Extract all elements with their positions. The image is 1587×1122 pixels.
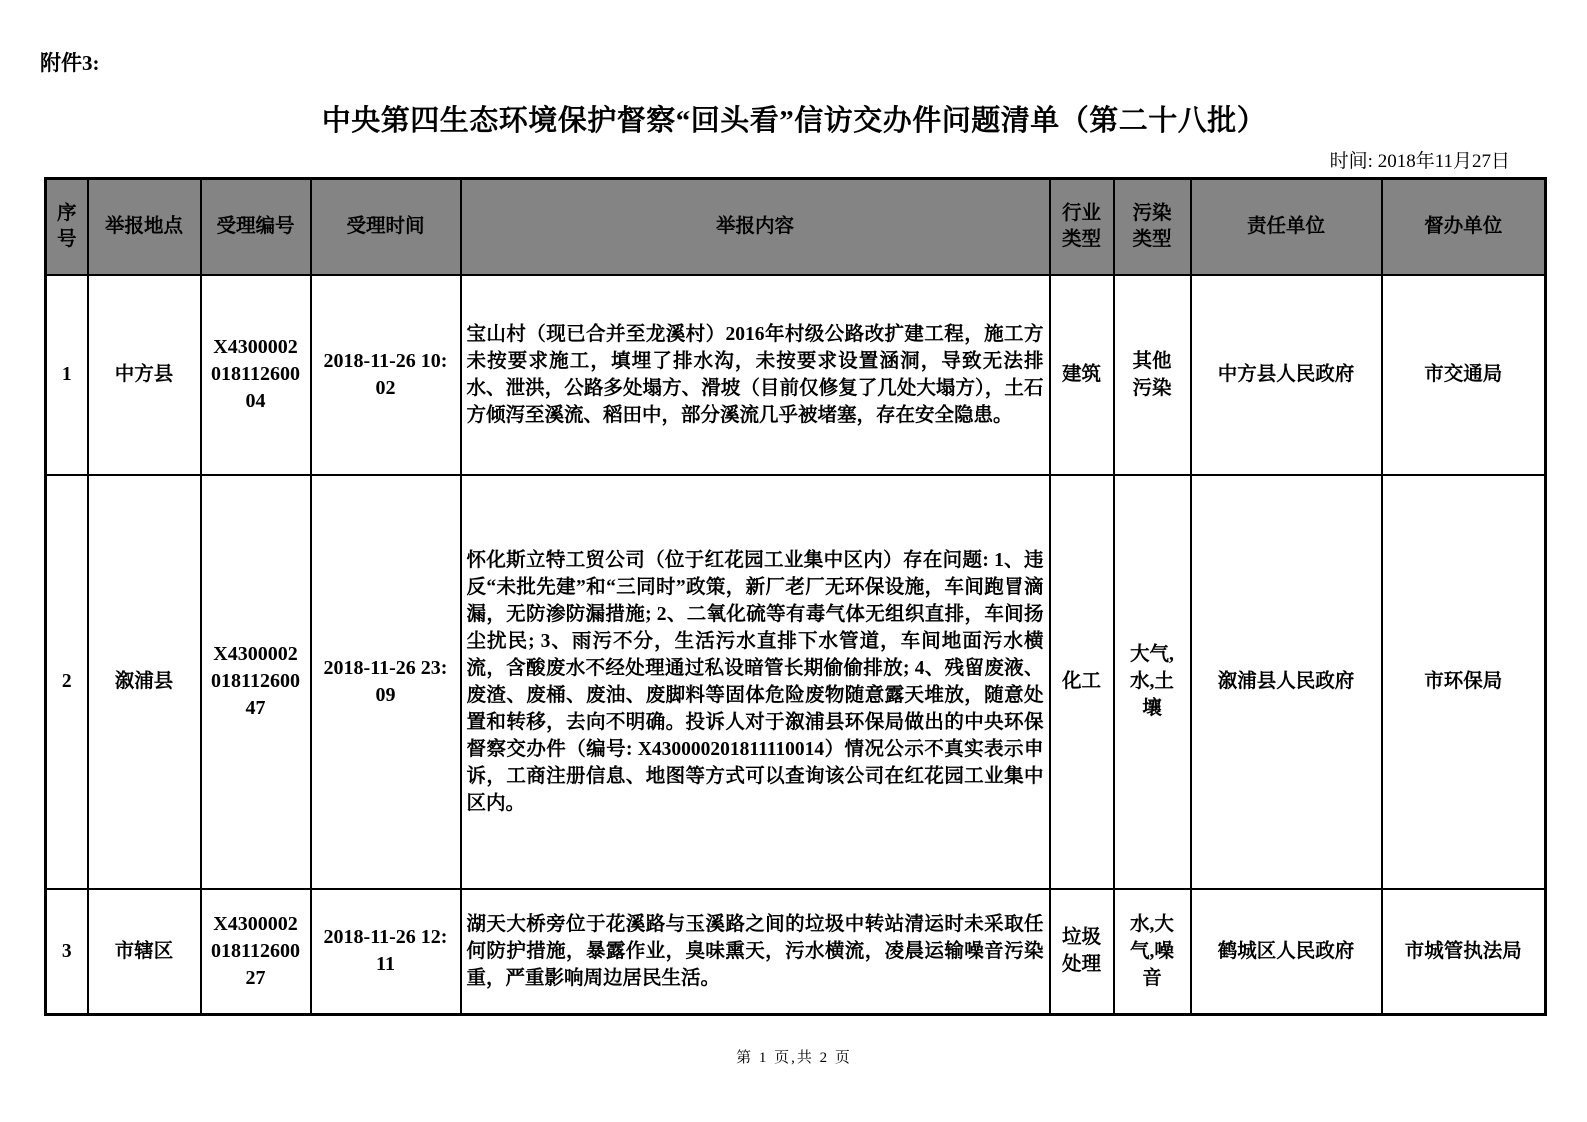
date-label: 时间: 2018年11月27日	[1329, 151, 1510, 172]
attachment-label: 附件3:	[40, 51, 100, 75]
cell-responsible: 鹤城区人民政府	[1191, 889, 1382, 1015]
cell-case-no: X430000201811260004	[201, 275, 311, 475]
table-header-row	[46, 179, 1546, 275]
cell-time: 2018-11-26 12:11	[311, 889, 461, 1015]
cell-time: 2018-11-26 23:09	[311, 475, 461, 889]
cell-responsible: 溆浦县人民政府	[1191, 475, 1382, 889]
complaints-table	[44, 177, 1547, 1016]
table-row	[46, 275, 1546, 475]
cell-pollution: 其他污染	[1114, 275, 1191, 475]
header-seq: 序号	[46, 179, 88, 275]
cell-pollution: 大气,水,土壤	[1114, 475, 1191, 889]
cell-content: 怀化斯立特工贸公司（位于红花园工业集中区内）存在问题: 1、违反“未批先建”和“三同时”政策，新厂老厂无环保设施，车间跑冒滴漏，无防渗防漏措施; 2、二氧化硫等有毒气体无组织直排，车间扬尘扰民; 3、雨污不分，生活污水直排下水管道，车间地面污水横流，含酸废水不经处理通过私设暗管长期偷偷排放; 4、残留废液、废渣、废桶、废油、废脚料等固体危险废物随意露天堆放，随意处置和转移，去向不明确。投诉人对于溆浦县环保局做出的中央环保督察交办件（编号: X430000201811110014）情况公示不真实表示申诉，工商注册信息、地图等方式可以查询该公司在红花园工业集中区内。	[461, 475, 1050, 889]
cell-industry: 垃圾处理	[1050, 889, 1114, 1015]
cell-content: 宝山村（现已合并至龙溪村）2016年村级公路改扩建工程，施工方未按要求施工，填埋了排水沟，未按要求设置涵洞，导致无法排水、泄洪，公路多处塌方、滑坡（目前仅修复了几处大塌方），土石方倾泻至溪流、稻田中，部分溪流几乎被堵塞，存在安全隐患。	[461, 275, 1050, 475]
header-content: 举报内容	[461, 179, 1050, 275]
cell-industry: 建筑	[1050, 275, 1114, 475]
cell-content: 湖天大桥旁位于花溪路与玉溪路之间的垃圾中转站清运时未采取任何防护措施，暴露作业，臭味熏天，污水横流，凌晨运输噪音污染重，严重影响周边居民生活。	[461, 889, 1050, 1015]
header-industry: 行业类型	[1050, 179, 1114, 275]
cell-seq: 2	[46, 475, 88, 889]
header-location: 举报地点	[88, 179, 201, 275]
table-row	[46, 889, 1546, 1015]
cell-location: 市辖区	[88, 889, 201, 1015]
cell-supervisor: 市环保局	[1382, 475, 1546, 889]
cell-seq: 1	[46, 275, 88, 475]
header-supervisor: 督办单位	[1382, 179, 1546, 275]
header-time: 受理时间	[311, 179, 461, 275]
cell-location: 溆浦县	[88, 475, 201, 889]
cell-case-no: X430000201811260027	[201, 889, 311, 1015]
page-title: 中央第四生态环境保护督察“回头看”信访交办件问题清单（第二十八批）	[321, 105, 1267, 137]
cell-pollution: 水,大气,噪音	[1114, 889, 1191, 1015]
cell-industry: 化工	[1050, 475, 1114, 889]
header-case-no: 受理编号	[201, 179, 311, 275]
header-pollution: 污染类型	[1114, 179, 1191, 275]
cell-location: 中方县	[88, 275, 201, 475]
cell-case-no: X430000201811260047	[201, 475, 311, 889]
cell-seq: 3	[46, 889, 88, 1015]
table-row	[46, 475, 1546, 889]
cell-time: 2018-11-26 10:02	[311, 275, 461, 475]
cell-supervisor: 市城管执法局	[1382, 889, 1546, 1015]
cell-responsible: 中方县人民政府	[1191, 275, 1382, 475]
page-footer: 第 1 页,共 2 页	[736, 1050, 852, 1066]
cell-supervisor: 市交通局	[1382, 275, 1546, 475]
header-responsible: 责任单位	[1191, 179, 1382, 275]
